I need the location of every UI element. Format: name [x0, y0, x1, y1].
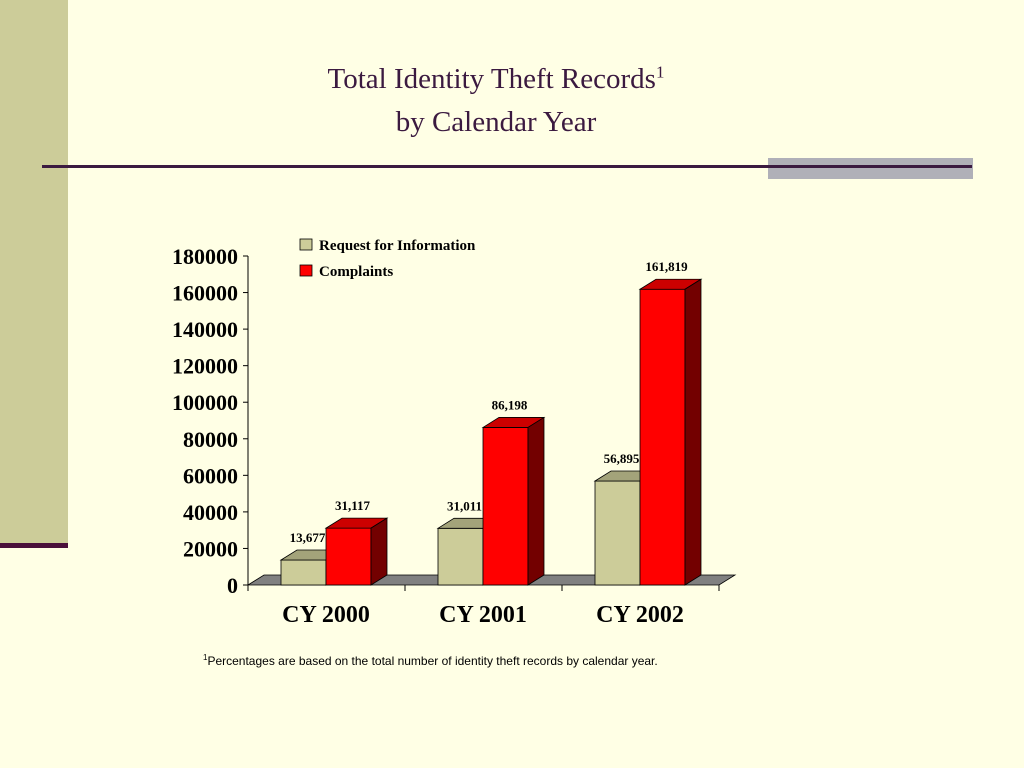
y-tick-label: 180000	[172, 244, 238, 269]
y-tick-label: 160000	[172, 280, 238, 306]
footnote	[203, 653, 658, 668]
data-label: 31,117	[334, 498, 371, 514]
bar-complaints-front	[640, 289, 685, 585]
data-label: 13,677	[289, 530, 326, 546]
bar-request-front	[438, 528, 483, 585]
bar-complaints-side	[371, 518, 387, 585]
title-superscript: 1	[655, 62, 665, 82]
bar-complaints-front	[326, 528, 371, 585]
legend-swatch	[300, 239, 312, 250]
bar-complaints-side	[528, 417, 544, 585]
bar-complaints-front	[483, 427, 528, 585]
y-tick-label: 80000	[183, 426, 238, 452]
y-tick-label: 120000	[172, 353, 238, 379]
legend-label: Request for Information	[319, 238, 476, 254]
footnote-marker: 1	[203, 653, 208, 662]
y-tick-label: 40000	[183, 499, 238, 525]
x-category-label: CY 2000	[282, 602, 370, 628]
data-label: 56,895	[603, 451, 640, 467]
footnote-text: Percentages are based on the total number of identity theft records by calendar year.	[207, 654, 658, 668]
y-tick-label: 60000	[183, 463, 238, 489]
y-tick-label: 140000	[172, 317, 238, 343]
bar-request-front	[595, 481, 640, 585]
y-tick-label: 20000	[183, 536, 238, 562]
data-label: 31,011	[446, 498, 483, 514]
x-category-label: CY 2001	[439, 602, 527, 628]
title-line-2: by Calendar Year	[395, 106, 597, 138]
bar-complaints-side	[685, 279, 701, 585]
title-line-1: Total Identity Theft Records	[327, 63, 656, 95]
legend-swatch	[300, 265, 312, 276]
bar-request-front	[281, 560, 326, 585]
data-label: 161,819	[645, 259, 688, 275]
y-tick-label: 0	[227, 573, 238, 598]
x-category-label: CY 2002	[596, 602, 684, 628]
data-label: 86,198	[491, 397, 528, 413]
y-tick-label: 100000	[172, 390, 238, 416]
legend-label: Complaints	[319, 264, 394, 280]
